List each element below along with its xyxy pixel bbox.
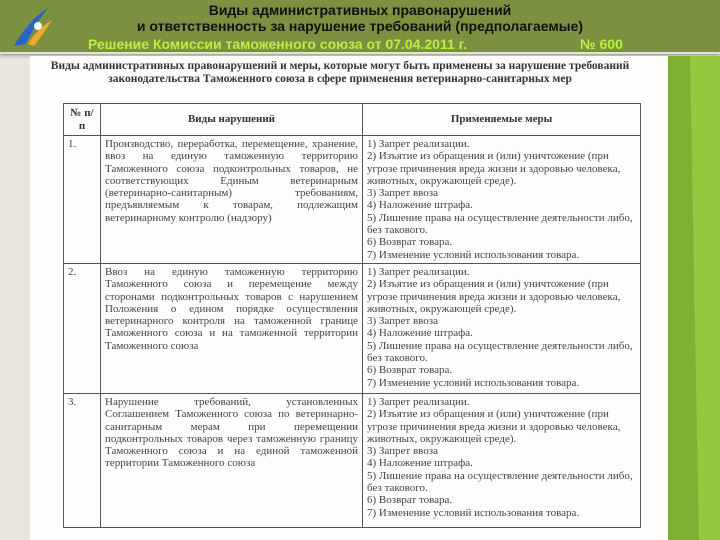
measure-item: 2) Изъятие из обращения и (или) уничтожение (при угрозе причинения вреда жизни и здоровью человека, животных, окружающей среде).	[367, 150, 621, 187]
measure-item: 6) Возврат товара.	[367, 236, 453, 249]
violation-text: Ввоз на единую таможенную территорию Таможенного союза и перемещение между сторонами подконтрольных товаров с нарушением Положения о едином порядке осуществления ветеринарного контроля на таможенной границе Таможенного союза и на таможенной территории Таможенного союза	[101, 263, 363, 393]
measure-item: 4) Наложение штрафа.	[367, 457, 473, 470]
violation-text: Нарушение требований, установленных Соглашением Таможенного союза по ветеринарно-санитарным мерам при перемещении подконтрольных товаров через таможенную границу Таможенного союза и на единой таможенной территории Таможенного союза	[101, 393, 363, 527]
measure-item: 3) Запрет ввоза	[367, 445, 439, 458]
slide-title-line1: Виды административных правонарушений	[208, 2, 512, 18]
measure-item: 1) Запрет реализации.	[367, 265, 470, 278]
decision-number: № 600	[580, 36, 623, 52]
slide-subtitle: Решение Комиссии таможенного союза от 07.04.2011 г.	[88, 36, 467, 52]
measure-item: 7) Изменение условий использования товара.	[367, 376, 580, 389]
column-header-measures: Применяемые меры	[363, 104, 641, 136]
violation-text: Производство, переработка, перемещение, хранение, ввоз на единую таможенную территорию Таможенного союза подконтрольных товаров, не соответствующих Единым ветеринарным (ветеринарно-санитарным) требованиям, предъявляемым к товарам, подлежащим ветеринарному контролю (надзору)	[101, 136, 363, 264]
measure-item: 4) Наложение штрафа.	[367, 327, 473, 340]
table-row	[64, 263, 641, 393]
measure-item: 6) Возврат товара.	[367, 494, 453, 507]
row-number: 3.	[64, 393, 101, 527]
measures-cell	[363, 393, 641, 527]
column-header-number: № п/п	[64, 104, 101, 136]
violations-table	[63, 103, 641, 528]
measure-item: 5) Лишение права на осуществление деятельности либо, без такового.	[367, 211, 633, 237]
measures-cell	[363, 136, 641, 264]
document-title: Виды административных правонарушений и меры, которые могут быть применены за нарушение требований законодательства Таможенного союза в сфере применения ветеринарно-санитарных мер	[50, 60, 630, 85]
measure-item: 2) Изъятие из обращения и (или) уничтожение (при угрозе причинения вреда жизни и здоровью человека, животных, окружающей среде).	[367, 278, 621, 315]
measure-item: 1) Запрет реализации.	[367, 138, 470, 150]
measure-item: 5) Лишение права на осуществление деятельности либо, без такового.	[367, 339, 633, 365]
slide-header	[0, 0, 720, 54]
table-header-row	[64, 104, 641, 136]
measure-item: 7) Изменение условий использования товара.	[367, 506, 580, 519]
measure-item: 7) Изменение условий использования товара.	[367, 248, 580, 261]
measure-item: 6) Возврат товара.	[367, 364, 453, 377]
measure-item: 3) Запрет ввоза	[367, 315, 439, 328]
row-number: 2.	[64, 263, 101, 393]
measure-item: 5) Лишение права на осуществление деятельности либо, без такового.	[367, 469, 633, 495]
measure-item: 4) Наложение штрафа.	[367, 199, 473, 212]
measures-cell	[363, 263, 641, 393]
table-row	[64, 393, 641, 527]
measure-item: 3) Запрет ввоза	[367, 187, 439, 200]
table-row	[64, 136, 641, 264]
slide-title-line2: и ответственность за нарушение требований (предполагаемые)	[136, 18, 584, 34]
row-number: 1.	[64, 136, 101, 264]
column-header-violations: Виды нарушений	[101, 104, 363, 136]
measure-item: 2) Изъятие из обращения и (или) уничтожение (при угрозе причинения вреда жизни и здоровью человека, животных, окружающей среде).	[367, 408, 621, 445]
measure-item: 1) Запрет реализации.	[367, 395, 470, 408]
